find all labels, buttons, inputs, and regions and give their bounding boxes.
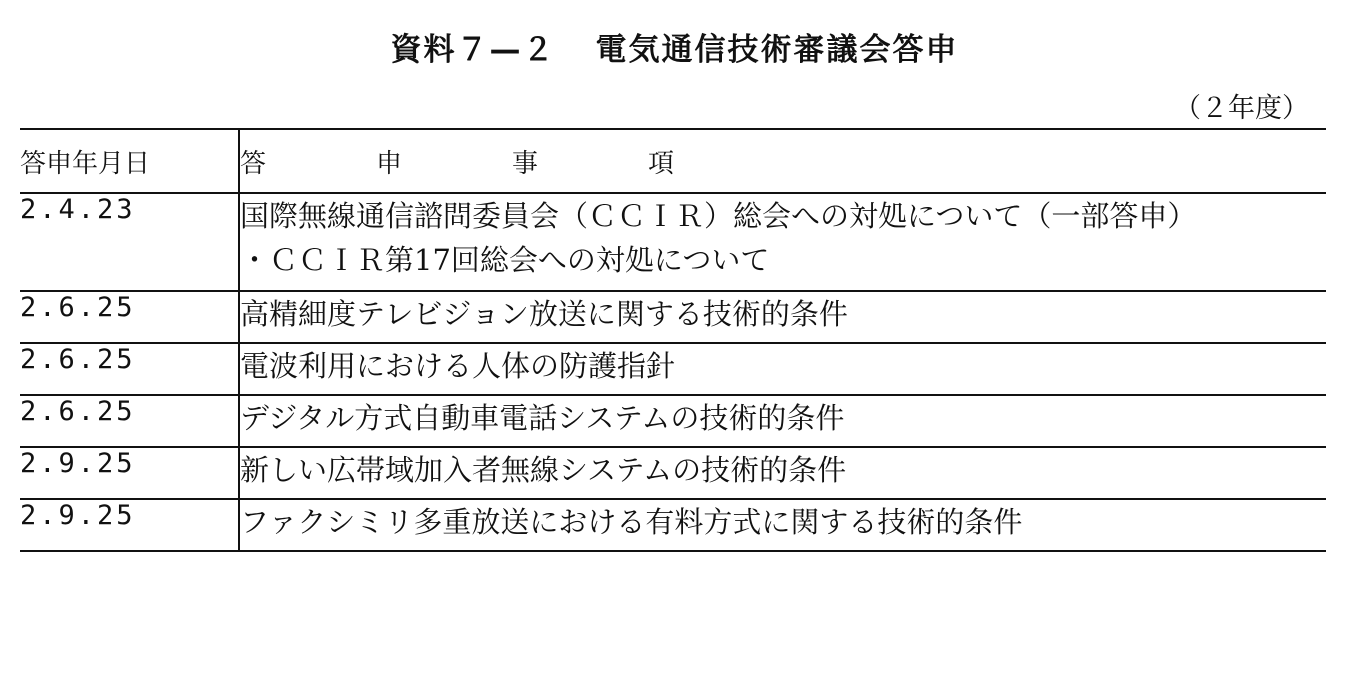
row-content-subline: ・ＣＣＩＲ第17回総会への対処について (240, 243, 770, 277)
table-row (20, 343, 1326, 395)
row-content-line: 電波利用における人体の防護指針 (240, 349, 676, 383)
table-row (20, 499, 1326, 551)
header-date: 答申年月日 (20, 129, 239, 193)
row-content (239, 395, 1326, 447)
document-subject: 電気通信技術審議会答申 (595, 32, 959, 68)
row-content-line: 高精細度テレビジョン放送に関する技術的条件 (240, 297, 848, 331)
row-content-line: 新しい広帯域加入者無線システムの技術的条件 (240, 453, 847, 487)
fiscal-year-label: （２年度） (1174, 93, 1309, 124)
table-header (20, 129, 1326, 193)
row-content (239, 193, 1326, 291)
row-content (239, 343, 1326, 395)
row-content-line: デジタル方式自動車電話システムの技術的条件 (240, 401, 845, 435)
row-content (239, 447, 1326, 499)
row-content (239, 291, 1326, 343)
table-row (20, 447, 1326, 499)
header-content: 答申事項 (240, 148, 785, 179)
table-body (20, 193, 1326, 551)
row-content-line: ファクシミリ多重放送における有料方式に関する技術的条件 (240, 505, 1023, 539)
row-date: 2.9.25 (20, 499, 239, 551)
row-content-line: 国際無線通信諮問委員会（ＣＣＩＲ）総会への対処について（一部答申） (240, 199, 1197, 233)
row-date: 2.6.25 (20, 291, 239, 343)
row-date: 2.4.23 (20, 193, 239, 291)
document-number: 資料７—２ (390, 32, 556, 68)
table-row (20, 395, 1326, 447)
row-date: 2.6.25 (20, 395, 239, 447)
table-row (20, 291, 1326, 343)
report-table (20, 128, 1326, 552)
document-title (0, 24, 1349, 69)
row-date: 2.6.25 (20, 343, 239, 395)
table-row (20, 193, 1326, 291)
row-date: 2.9.25 (20, 447, 239, 499)
header-row (20, 129, 1326, 193)
row-content (239, 499, 1326, 551)
